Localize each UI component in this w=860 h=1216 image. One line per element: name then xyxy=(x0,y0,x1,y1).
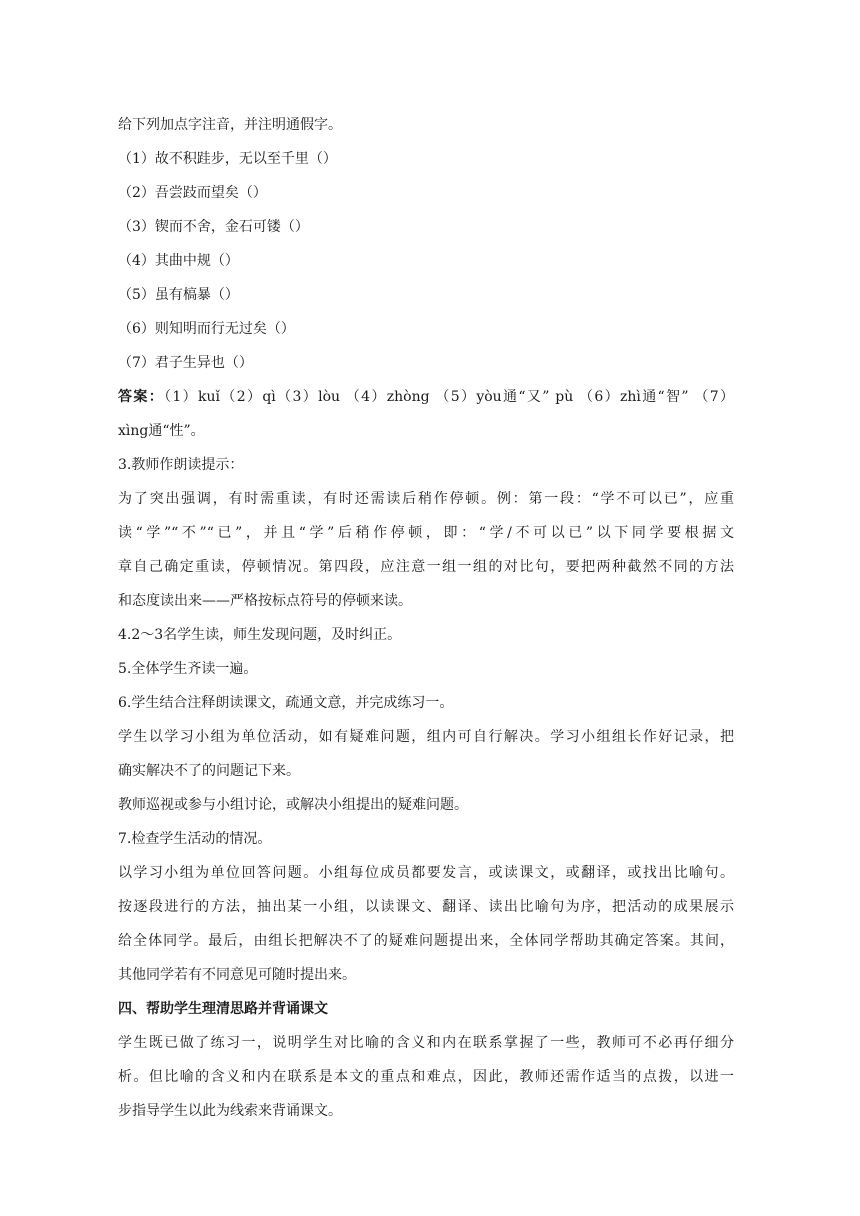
paragraph-line: 为了突出强调，有时需重读，有时还需读后稍作停顿。例：第一段：“学不可以已”，应重 xyxy=(118,491,734,507)
list-item: （1）故不积跬步，无以至千里（） xyxy=(118,151,337,167)
list-item: （2）吾尝跂而望矣（） xyxy=(118,185,267,201)
answer-label: 答案： xyxy=(118,389,165,405)
paragraph-line: 学生以学习小组为单位活动，如有疑难问题，组内可自行解决。学习小组组长作好记录，把 xyxy=(118,729,734,745)
section-heading: 四、帮助学生理清思路并背诵课文 xyxy=(118,1001,328,1017)
document-page xyxy=(118,108,734,1128)
answer-line xyxy=(118,380,734,414)
paragraph-line: 读“学”“不”“已”，并且“学”后稍作停顿，即：“学/不可以已”以下同学要根据文 xyxy=(118,525,734,541)
step-heading: 3.教师作朗读提示： xyxy=(118,457,244,473)
intro-text: 给下列加点字注音，并注明通假字。 xyxy=(118,117,342,133)
paragraph-line: 给全体同学。最后，由组长把解决不了的疑难问题提出来，全体同学帮助其确定答案。其间， xyxy=(118,933,734,949)
step-heading: 4.2～3名学生读，师生发现问题，及时纠正。 xyxy=(118,627,402,643)
list-item: （5）虽有槁暴（） xyxy=(118,287,239,303)
paragraph-line: 按逐段进行的方法，抽出某一小组，以读课文、翻译、读出比喻句为序，把活动的成果展示 xyxy=(118,899,734,915)
answer-continuation: xìng通“性”。 xyxy=(118,423,205,439)
paragraph-line: 和态度读出来——严格按标点符号的停顿来读。 xyxy=(118,593,412,609)
paragraph-line: 以学习小组为单位回答问题。小组每位成员都要发言，或读课文，或翻译，或找出比喻句。 xyxy=(118,865,734,881)
paragraph-line: 析。但比喻的含义和内在联系是本文的重点和难点，因此，教师还需作适当的点拨，以进一 xyxy=(118,1069,734,1085)
step-heading: 7.检查学生活动的情况。 xyxy=(118,831,272,847)
paragraph-line: 确实解决不了的问题记下来。 xyxy=(118,763,300,779)
step-heading: 5.全体学生齐读一遍。 xyxy=(118,661,258,677)
paragraph-line: 章自己确定重读，停顿情况。第四段，应注意一组一组的对比句，要把两种截然不同的方法 xyxy=(118,559,734,575)
paragraph-line: 教师巡视或参与小组讨论，或解决小组提出的疑难问题。 xyxy=(118,797,468,813)
step-heading: 6.学生结合注释朗读课文，疏通文意，并完成练习一。 xyxy=(118,695,454,711)
paragraph-line: 其他同学若有不同意见可随时提出来。 xyxy=(118,967,356,983)
paragraph-line: 学生既已做了练习一，说明学生对比喻的含义和内在联系掌握了一些，教师可不必再仔细分 xyxy=(118,1035,734,1051)
paragraph-line: 步指导学生以此为线索来背诵课文。 xyxy=(118,1103,342,1119)
list-item: （6）则知明而行无过矣（） xyxy=(118,321,295,337)
list-item: （7）君子生异也（） xyxy=(118,355,253,371)
list-item: （4）其曲中规（） xyxy=(118,253,239,269)
list-item: （3）锲而不舍，金石可镂（） xyxy=(118,219,309,235)
answer-text: （1）kuǐ（2）qì（3）lòu （4）zhòng （5）yòu通“又” pù （6）zhì通“智” （7） xyxy=(164,389,734,405)
